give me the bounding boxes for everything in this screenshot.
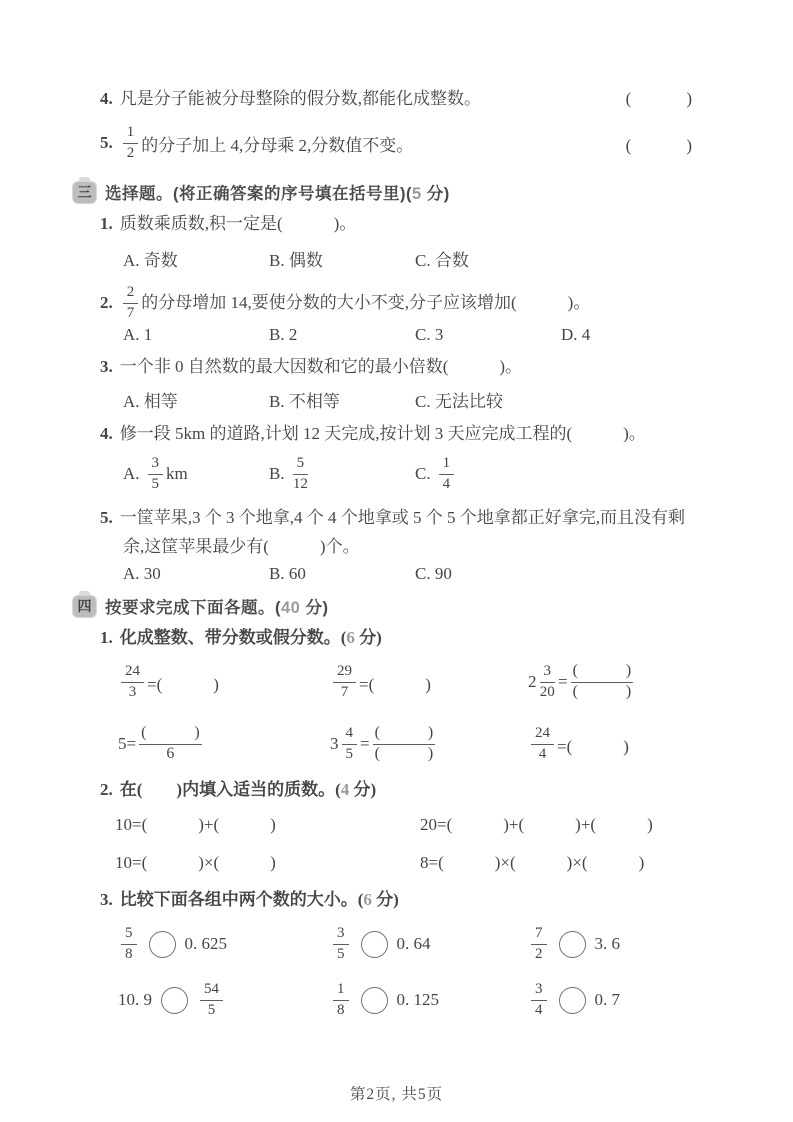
numerator: 29 <box>333 663 356 682</box>
score-number: 40 <box>281 599 301 617</box>
numerator: 4 <box>342 725 358 744</box>
choice-q5-stem-line1 <box>100 504 693 532</box>
numerator: 3 <box>148 455 164 474</box>
decimal-value: 0. 7 <box>594 990 620 1009</box>
option-b: B. 不相等 <box>269 392 340 411</box>
answer-blank: ( ) <box>625 89 693 108</box>
choice-q4-stem <box>100 420 693 448</box>
fraction <box>531 981 547 1019</box>
option-c: C. 合数 <box>415 251 469 270</box>
option-d: D. 4 <box>561 325 591 344</box>
sub-title-text: 在( )内填入适当的质数。( <box>119 780 341 799</box>
numerator: 1 <box>333 981 349 1000</box>
numerator-blank: ( ) <box>139 724 202 744</box>
sub2-row1 <box>100 810 693 840</box>
judge-item-5-text <box>100 124 413 162</box>
fraction <box>123 284 139 322</box>
numerator: 1 <box>439 455 455 474</box>
denominator: 6 <box>166 744 175 762</box>
compare-109-vs-54-5 <box>118 976 330 1024</box>
comparison-circle <box>361 987 388 1014</box>
numerator: 2 <box>123 284 139 303</box>
question-number: 3. <box>100 890 113 909</box>
option-suffix: km <box>166 464 188 483</box>
option-a: A. 30 <box>123 564 161 583</box>
denominator: 5 <box>151 475 160 492</box>
blank-fraction <box>571 662 634 702</box>
denominator: 4 <box>442 475 451 492</box>
section-four-badge-icon: 四 <box>73 596 96 617</box>
choice-q2-options <box>100 325 693 345</box>
question-number: 1. <box>100 628 113 647</box>
equation-10-sum: 10=( )+( ) <box>115 815 276 834</box>
score-number: 5 <box>411 185 422 203</box>
answer-blank: ( ) <box>625 135 693 155</box>
option-c: C. 3 <box>415 325 444 344</box>
fraction <box>333 981 349 1019</box>
sub-title-text: 化成整数、带分数或假分数。( <box>119 628 347 647</box>
compare-3-5-vs-064 <box>330 920 528 968</box>
equation-29-7 <box>330 658 528 706</box>
judge-statement: 凡是分子能被分母整除的假分数,都能化成整数。 <box>119 89 481 108</box>
choice-q1-stem <box>100 210 693 238</box>
compare-3-4-vs-07 <box>528 976 693 1024</box>
numerator-blank: ( ) <box>373 724 436 744</box>
stem-text: 质数乘质数,积一定是( )。 <box>119 214 357 233</box>
denominator: 7 <box>340 683 349 700</box>
section-three-title <box>105 180 450 204</box>
option-a <box>123 455 269 493</box>
option-label: B. <box>269 464 285 483</box>
numerator: 24 <box>531 725 554 744</box>
denominator: 20 <box>539 683 555 700</box>
numerator-blank: ( ) <box>571 662 634 682</box>
comparison-circle <box>161 987 188 1014</box>
judge-item-4-text <box>100 86 481 112</box>
denominator: 8 <box>125 945 133 962</box>
denominator: 5 <box>345 745 353 762</box>
equation-5-sixths <box>118 720 330 768</box>
blank-fraction <box>373 724 436 764</box>
numerator: 54 <box>200 981 223 1000</box>
option-c: C. 无法比较 <box>415 392 503 411</box>
equation-24-4 <box>528 720 693 768</box>
page-indicator: 第2页, 共5页 <box>349 1086 444 1103</box>
decimal-value: 0. 125 <box>396 990 439 1009</box>
choice-q3-stem <box>100 353 693 381</box>
question-number: 2. <box>100 293 113 312</box>
judge-item-4 <box>100 86 693 112</box>
sub-title-text: 比较下面各组中两个数的大小。( <box>119 890 364 909</box>
question-number: 5. <box>100 133 113 152</box>
stem-text: 一筐苹果,3 个 3 个地拿,4 个 4 个地拿或 5 个 5 个地拿都正好拿完,而且没有剩 <box>119 508 685 527</box>
numerator: 3 <box>531 981 547 1000</box>
denominator: 4 <box>535 1001 543 1018</box>
choice-q1-options <box>100 246 693 271</box>
decimal-value: 0. 625 <box>184 934 227 953</box>
judge-statement: 的分子加上 4,分母乘 2,分数值不变。 <box>141 135 414 155</box>
section-title-suffix: 分) <box>300 599 329 617</box>
choice-q2-stem <box>100 281 693 325</box>
denominator-blank: ( ) <box>572 682 632 700</box>
question-number: 5. <box>100 508 113 527</box>
stem-text: 的分母增加 14,要使分数的大小不变,分子应该增加( )。 <box>141 293 591 312</box>
fraction <box>123 124 139 162</box>
choice-q5-options <box>100 564 693 584</box>
whole-number: 2 <box>528 672 537 691</box>
question-number: 3. <box>100 357 113 376</box>
numerator: 3 <box>540 663 556 682</box>
equation-blank: =( ) <box>147 674 219 694</box>
sub-title-suffix: 分) <box>371 890 399 909</box>
equals-sign: = <box>558 672 568 691</box>
sub2-title <box>100 776 693 804</box>
option-b: B. 60 <box>269 564 306 583</box>
denominator: 2 <box>535 945 543 962</box>
section-three-badge-icon: 三 <box>73 182 96 203</box>
fraction <box>342 725 358 763</box>
sub3-grid <box>100 920 693 1024</box>
decimal-value: 3. 6 <box>594 934 620 953</box>
score-number: 4 <box>340 780 350 799</box>
comparison-circle <box>559 987 586 1014</box>
numerator: 7 <box>531 925 547 944</box>
sub-title-suffix: 分) <box>349 780 377 799</box>
numerator: 5 <box>293 455 309 474</box>
stem-text: 余,这筐苹果最少有( )个。 <box>123 537 360 556</box>
denominator: 7 <box>126 304 135 321</box>
fraction <box>121 663 144 701</box>
option-c: C. 90 <box>415 564 452 583</box>
equation-blank: =( ) <box>359 674 431 694</box>
equation-mixed-2-3-20 <box>528 658 693 706</box>
fraction <box>333 925 349 963</box>
denominator: 8 <box>337 1001 345 1018</box>
score-number: 6 <box>346 628 355 647</box>
compare-5-8-vs-0625 <box>118 920 330 968</box>
denominator: 4 <box>538 745 547 762</box>
section-title-text: 选择题。(将正确答案的序号填在括号里)( <box>105 185 412 203</box>
sub2-row2 <box>100 848 693 878</box>
fraction <box>333 663 356 701</box>
equation-mixed-3-4-5 <box>330 720 528 768</box>
fraction <box>439 455 455 493</box>
comparison-circle <box>149 931 176 958</box>
comparison-circle <box>559 931 586 958</box>
section-title-suffix: 分) <box>421 185 450 203</box>
decimal-value: 0. 64 <box>396 934 431 953</box>
sub1-grid <box>100 658 693 768</box>
whole-number: 3 <box>330 734 339 753</box>
question-number: 2. <box>100 780 113 799</box>
stem-text: 修一段 5km 的道路,计划 12 天完成,按计划 3 天应完成工程的( )。 <box>119 424 646 443</box>
numerator: 24 <box>121 663 144 682</box>
equation-20-sum: 20=( )+( )+( ) <box>420 815 653 834</box>
lead-text: 5= <box>118 734 137 753</box>
option-label: C. <box>415 464 431 483</box>
compare-7-2-vs-36 <box>528 920 693 968</box>
equals-sign: = <box>360 734 370 753</box>
fraction <box>200 981 223 1019</box>
blank-fraction <box>139 724 202 764</box>
numerator: 5 <box>121 925 137 944</box>
denominator: 2 <box>126 144 135 161</box>
option-label: A. <box>123 464 140 483</box>
question-number: 4. <box>100 424 113 443</box>
sub3-title <box>100 886 693 914</box>
option-a: A. 1 <box>123 325 153 344</box>
judge-item-5 <box>100 120 693 166</box>
equation-10-product: 10=( )×( ) <box>115 853 276 872</box>
score-number: 6 <box>363 890 372 909</box>
fraction <box>540 663 556 701</box>
numerator: 3 <box>333 925 349 944</box>
fraction <box>531 725 554 763</box>
question-number: 4. <box>100 89 113 108</box>
option-b: B. 偶数 <box>269 251 323 270</box>
option-b <box>269 455 415 493</box>
denominator: 5 <box>207 1001 216 1018</box>
compare-1-8-vs-0125 <box>330 976 528 1024</box>
equation-8-product: 8=( )×( )×( ) <box>420 853 645 872</box>
decimal-value: 10. 9 <box>118 990 152 1009</box>
denominator: 12 <box>292 475 308 492</box>
equation-blank: =( ) <box>557 736 629 756</box>
comparison-circle <box>361 931 388 958</box>
denominator-blank: ( ) <box>374 744 434 762</box>
fraction <box>121 925 137 963</box>
option-a: A. 奇数 <box>123 251 178 270</box>
fraction <box>531 925 547 963</box>
denominator: 5 <box>337 945 345 962</box>
option-a: A. 相等 <box>123 392 178 411</box>
choice-q3-options <box>100 387 693 412</box>
option-c <box>415 455 561 493</box>
denominator: 3 <box>128 683 137 700</box>
choice-q5-stem-line2 <box>100 532 693 562</box>
numerator: 1 <box>123 124 139 143</box>
section-four-title <box>105 594 328 618</box>
stem-text: 一个非 0 自然数的最大因数和它的最小倍数( )。 <box>119 357 523 376</box>
fraction <box>148 455 164 493</box>
option-b: B. 2 <box>269 325 298 344</box>
question-number: 1. <box>100 214 113 233</box>
page-footer <box>0 1082 793 1104</box>
equation-24-3 <box>118 658 330 706</box>
section-three-header <box>73 180 693 204</box>
fraction <box>293 455 309 493</box>
sub1-title <box>100 624 693 652</box>
sub-title-suffix: 分) <box>354 628 382 647</box>
choice-q4-options <box>100 450 693 498</box>
section-title-text: 按要求完成下面各题。( <box>105 599 281 617</box>
section-four-header <box>73 594 693 618</box>
